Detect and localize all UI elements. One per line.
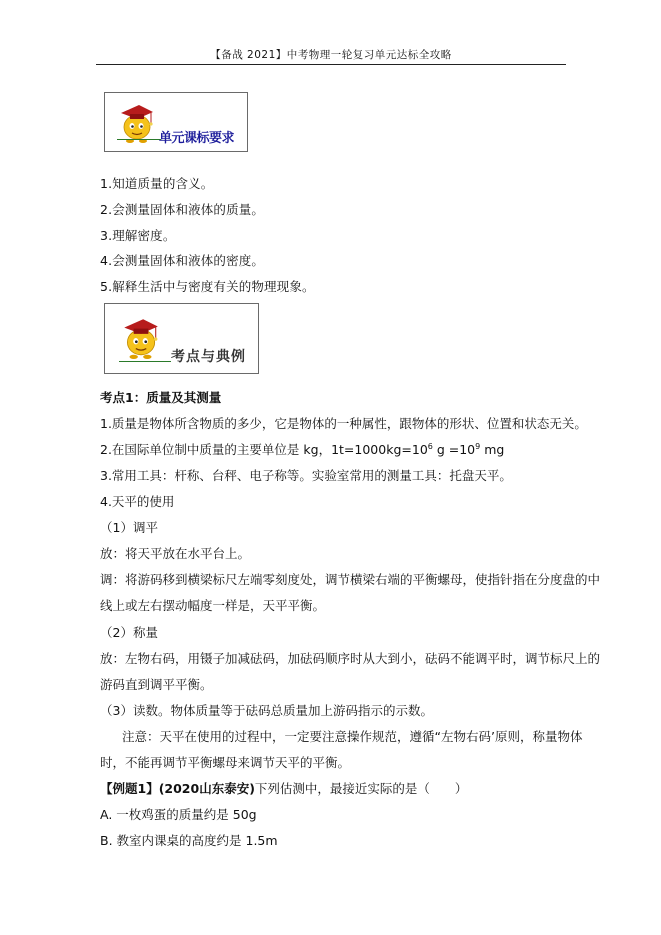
paragraph-units [100,440,504,458]
paragraph: 调：将游码移到横梁标尺左端零刻度处，调节横梁右端的平衡螺母，使指针指在分度盘的中 [100,572,601,587]
paragraph: 1.质量是物体所含物质的多少，它是物体的一种属性，跟物体的形状、位置和状态无关。 [100,416,587,431]
paragraph: 线上或左右摆动幅度一样是，天平平衡。 [100,598,326,613]
page-header: 【备战 2021】中考物理一轮复习单元达标全攻略 [210,49,452,61]
requirement-item: 2.会测量固体和液体的质量。 [100,202,265,217]
banner-title: 单元课标要求 [159,131,235,146]
banner-title: 考点与典例 [171,349,246,365]
requirement-item: 3.理解密度。 [100,228,176,243]
requirement-item: 4.会测量固体和液体的密度。 [100,253,265,268]
banner-underline [119,361,171,362]
option-b: B. 教室内课桌的高度约是 1.5m [100,833,278,848]
paragraph: 游码直到调平平衡。 [100,677,213,692]
example-label: 【例题1】(2020山东泰安) [100,781,255,796]
paragraph: 4.天平的使用 [100,494,175,509]
banner-underline [117,139,161,140]
sub-heading: （1）调平 [100,520,158,535]
option-a: A. 一枚鸡蛋的质量约是 50g [100,807,257,822]
paragraph: 放：将天平放在水平台上。 [100,546,251,561]
note: 时，不能再调节平衡螺母来调节天平的平衡。 [100,755,351,770]
graduate-mascot-icon [118,312,162,362]
paragraph: （3）读数。物体质量等于砝码总质量加上游码指示的示数。 [100,703,433,718]
example-question [100,779,467,797]
exponent: 6 [427,441,433,451]
banner-key-points [104,303,259,374]
section-heading: 考点1：质量及其测量 [100,390,222,405]
exponent: 9 [475,441,481,451]
note: 注意：天平在使用的过程中，一定要注意操作规范，遵循“左物右码’原则，称量物体 [122,729,583,744]
units-mid: g =10 [432,442,476,457]
header-rule [96,64,566,65]
paragraph: 放：左物右码，用镊子加减砝码，加砝码顺序时从大到小，砝码不能调平时，调节标尺上的 [100,651,601,666]
sub-heading: （2）称量 [100,625,158,640]
units-prefix: 2.在国际单位制中质量的主要单位是 kg，1t=1000kg=10 [100,442,428,457]
example-text: 下列估测中，最接近实际的是（ ） [254,781,468,796]
requirement-item: 1.知道质量的含义。 [100,176,214,191]
banner-unit-requirements [104,92,248,152]
requirement-item: 5.解释生活中与密度有关的物理现象。 [100,279,315,294]
units-suffix: mg [480,442,505,457]
paragraph: 3.常用工具：杆称、台秤、电子称等。实验室常用的测量工具：托盘天平。 [100,468,512,483]
